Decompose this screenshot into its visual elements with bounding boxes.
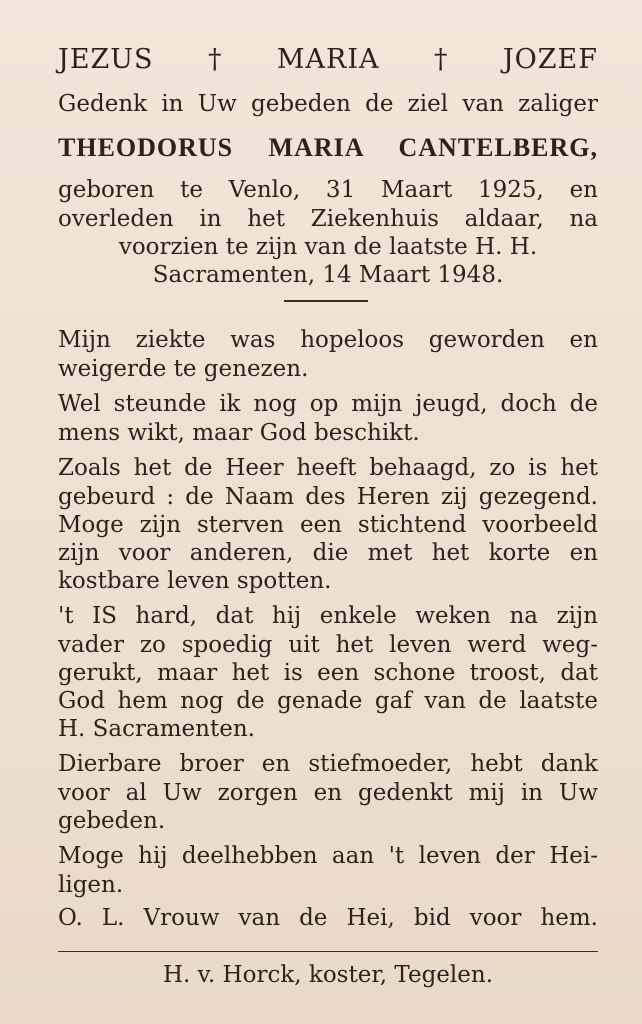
paragraph-line: Moge zijn sterven een stichtend voorbeeld bbox=[58, 512, 598, 538]
paragraph-line: Zoals het de Heer heeft behaagd, zo is het bbox=[58, 455, 598, 481]
header-jezus: JEZUS bbox=[58, 44, 154, 75]
paragraph-line: kostbare leven spotten. bbox=[58, 568, 332, 594]
divider-long bbox=[58, 951, 598, 952]
intro-line: Gedenk in Uw gebeden de ziel van zaliger bbox=[58, 91, 598, 117]
paragraph-line: gerukt, maar het is een schone troost, dat bbox=[58, 660, 598, 686]
paragraph-line: 't IS hard, dat hij enkele weken na zijn bbox=[58, 603, 598, 629]
paragraph-line: Dierbare broer en stiefmoeder, hebt dank bbox=[58, 751, 598, 777]
paragraph-line: gebeurd : de Naam des Heren zij gezegend. bbox=[58, 484, 598, 510]
bio-line: geboren te Venlo, 31 Maart 1925, en bbox=[58, 177, 598, 203]
paragraph-line: Mijn ziekte was hopeloos geworden en bbox=[58, 327, 598, 353]
paragraph-line: H. Sacramenten. bbox=[58, 716, 255, 742]
paragraph-line: God hem nog de genade gaf van de laatste bbox=[58, 688, 598, 714]
paragraph-line: weigerde te genezen. bbox=[58, 356, 309, 382]
paragraph-line: zijn voor anderen, die met het korte en bbox=[58, 540, 598, 566]
paragraph-line: gebeden. bbox=[58, 808, 166, 834]
paragraph-line: Moge hij deelhebben aan 't leven der Hei- bbox=[58, 843, 598, 869]
deceased-name: THEODORUS MARIA CANTELBERG, bbox=[58, 133, 598, 162]
header-invocation bbox=[58, 44, 598, 75]
bio-line: overleden in het Ziekenhuis aldaar, na bbox=[58, 206, 598, 232]
paragraph-line: mens wikt, maar God beschikt. bbox=[58, 420, 420, 446]
paragraph-line: ligen. bbox=[58, 872, 124, 898]
paragraph-line: O. L. Vrouw van de Hei, bid voor hem. bbox=[58, 905, 598, 931]
cross-icon: † bbox=[433, 44, 449, 75]
cross-icon: † bbox=[207, 44, 223, 75]
footer-printer: H. v. Horck, koster, Tegelen. bbox=[162, 962, 494, 988]
paragraph-line: voor al Uw zorgen en gedenkt mij in Uw bbox=[58, 780, 598, 806]
paragraph-line: Wel steunde ik nog op mijn jeugd, doch de bbox=[58, 391, 598, 417]
header-maria: MARIA bbox=[276, 44, 380, 75]
divider-short bbox=[284, 300, 368, 302]
bio-line: Sacramenten, 14 Maart 1948. bbox=[152, 262, 504, 288]
header-jozef: JOZEF bbox=[502, 44, 598, 75]
paragraph-line: vader zo spoedig uit het leven werd weg- bbox=[58, 632, 598, 658]
bio-line: voorzien te zijn van de laatste H. H. bbox=[118, 234, 538, 260]
